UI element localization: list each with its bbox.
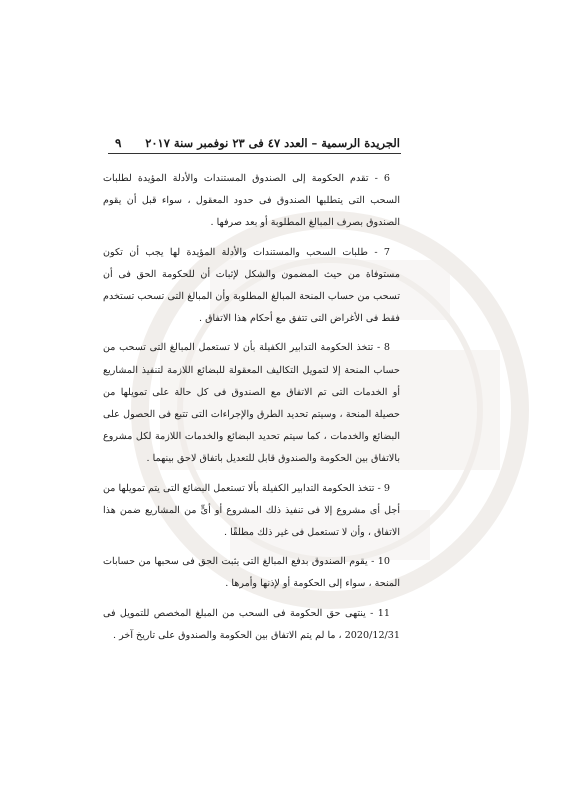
page-number: ٩ xyxy=(115,136,122,150)
paragraph-7: 7 - طلبات السحب والمستندات والأدلة المؤيدة لها يجب أن تكون مستوفاة من حيث المضمون والشكل لإثبات أن للحكومة الحق فى أن تسحب من حساب المنحة المبالغ المطلوبة وأن المبالغ التى تسحب تستخدم فقط فى الأغراض التى تتفق مع أحكام هذا الاتفاق . xyxy=(103,246,400,325)
paragraph-6: 6 - تقدم الحكومة إلى الصندوق المستندات والأدلة المؤيدة لطلبات السحب التى يتطلبها الصندوق فى حدود المعقول ، سواء قبل أن يقوم الصندوق بصرف المبالغ المطلوبة أو بعد صرفها . xyxy=(103,173,400,229)
header-title: الجريدة الرسمية – العدد ٤٧ فى ٢٣ نوفمبر سنة ٢٠١٧ xyxy=(145,136,400,150)
paragraph-9: 9 - تتخذ الحكومة التدابير الكفيلة بألا تستعمل البضائع التى يتم تمويلها من أجل أى مشروع إلا فى تنفيذ ذلك المشروع أو أىٍّ من المشاريع ضمن هذا الاتفاق ، وأن لا تستعمل فى غير ذلك مطلقًا . xyxy=(103,482,400,539)
paragraph-10: 10 - يقوم الصندوق بدفع المبالغ التى يثبت الحق فى سحبها من حسابات المنحة ، سواء إلى الحكومة أو لإذنها وأمرها . xyxy=(103,556,400,590)
document-body xyxy=(103,168,400,654)
paragraph-11: 11 - ينتهى حق الحكومة فى السحب من المبلغ المخصص للتمويل فى 2020/12/31 ، ما لم يتم الاتفاق بين الحكومة والصندوق على تاريخ آخر . xyxy=(103,607,400,641)
page-header xyxy=(115,136,400,150)
header-rule xyxy=(108,153,401,154)
paragraph-8: 8 - تتخذ الحكومة التدابير الكفيلة بأن لا تستعمل المبالغ التى تسحب من حساب المنحة إلا لتمويل التكاليف المعقولة للبضائع اللازمة لتنفيذ المشاريع أو الخدمات التى تم الاتفاق مع الصندوق فى كل حالة على تمويلها من حصيلة المنحة ، وسيتم تحديد الطرق والإجراءات التى تتبع فى الحصول على البضائع والخدمات ، كما سيتم تحديد البضائع والخدمات اللازمة لكل مشروع بالاتفاق بين الحكومة والصندوق قابل للتعديل باتفاق لاحق بينهما . xyxy=(103,342,400,465)
